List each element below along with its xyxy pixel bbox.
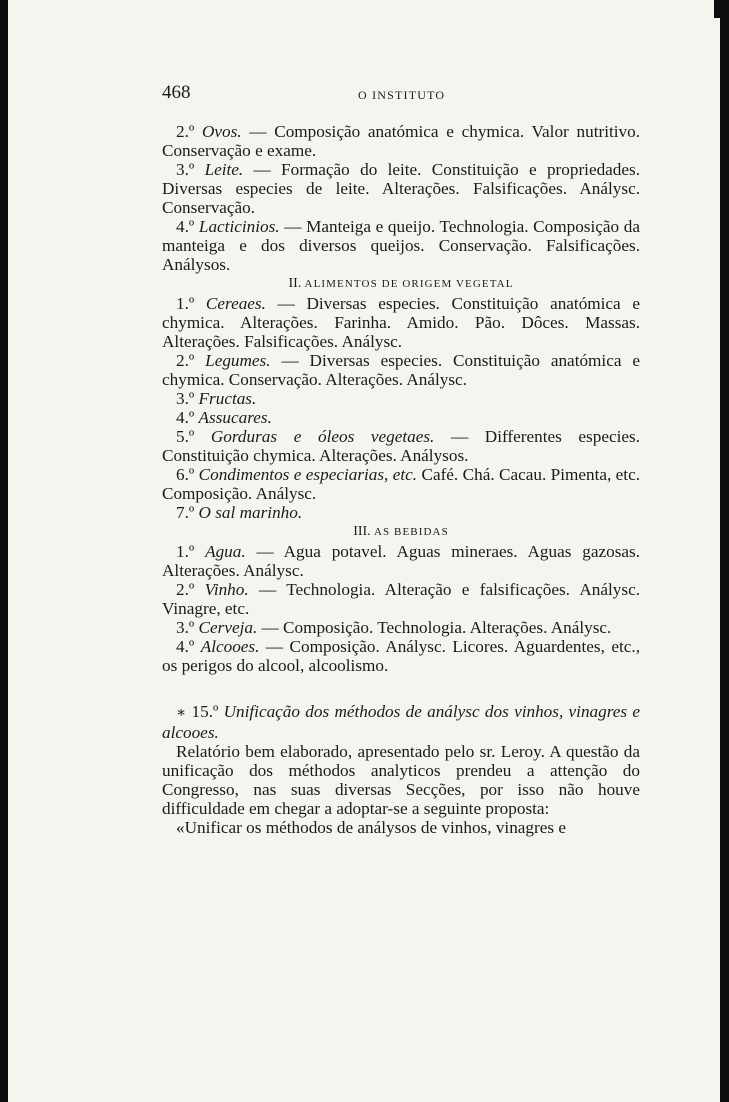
list-item <box>162 294 640 351</box>
section-numeral: III. <box>353 524 371 539</box>
item-15-body: Relatório bem elaborado, apresentado pelo sr. Leroy. A questão da unificação dos méthodos analyticos prendeu a attenção do Congresso, nas suas diversas Secções, por isso não houve difficuldade em chegar a adoptar-se a seguinte proposta: <box>162 742 640 818</box>
item-title: Alcooes. <box>200 637 260 656</box>
item-text: — Formação do leite. Constituição e propriedades. Diversas especies de leite. Alterações. Falsificações. Análysc. Conservação. <box>162 160 641 217</box>
list-item <box>162 217 640 274</box>
item-number: 4.º <box>176 408 195 427</box>
item-number: 3.º <box>176 389 195 408</box>
asterisk-marker: ∗ <box>176 705 187 721</box>
item-number: 2.º <box>176 122 195 141</box>
item-15-heading <box>162 702 640 742</box>
item-number: 15.º <box>191 702 219 721</box>
item-number: 4.º <box>176 217 195 236</box>
item-text: — Composição. Análysc. Licores. Aguardentes, etc., os perigos do alcool, alcoolismo. <box>162 637 640 675</box>
section-numeral: II. <box>288 276 302 291</box>
scan-border-left <box>0 0 8 1102</box>
item-number: 6.º <box>176 465 195 484</box>
item-title: Agua. <box>205 542 246 561</box>
section-title: AS BEBIDAS <box>373 526 449 538</box>
item-number: 3.º <box>176 160 195 179</box>
list-item <box>162 160 640 217</box>
list-item <box>162 503 640 522</box>
item-title: Lacticinios. <box>198 217 280 236</box>
page-header <box>162 82 640 110</box>
list-item <box>162 389 640 408</box>
item-number: 1.º <box>176 294 195 313</box>
item-number: 7.º <box>176 503 195 522</box>
item-text: — Composição. Technologia. Alterações. Análysc. <box>257 618 612 637</box>
spacer <box>162 675 640 702</box>
item-title: Cereaes. <box>205 294 266 313</box>
item-text: — Diversas especies. Constituição anatómica e chymica. Conservação. Alterações. Análysc. <box>162 351 640 389</box>
list-item <box>162 427 640 465</box>
list-item <box>162 465 640 503</box>
item-text: — Differentes especies. Constituição chymica. Alterações. Análysos. <box>162 427 640 465</box>
list-item <box>162 637 640 675</box>
item-text: — Manteiga e queijo. Technologia. Composição da manteiga e dos diversos queijos. Conservação. Falsificações. Análysos. <box>162 217 640 274</box>
list-item <box>162 408 640 427</box>
item-number: 2.º <box>176 580 195 599</box>
item-title: Fructas. <box>198 389 257 408</box>
section-title: ALIMENTOS DE ORIGEM VEGETAL <box>304 278 514 290</box>
item-number: 2.º <box>176 351 195 370</box>
item-text: — Composição anatómica e chymica. Valor nutritivo. Conservação e exame. <box>162 122 641 160</box>
section-heading-3 <box>162 522 640 542</box>
list-item <box>162 618 640 637</box>
item-title: Unificação dos méthodos de análysc dos vinhos, vinagres e alcooes. <box>162 702 641 742</box>
item-number: 3.º <box>176 618 195 637</box>
running-title: O INSTITUTO <box>358 88 446 102</box>
item-15-quote: «Unificar os méthodos de análysos de vinhos, vinagres e <box>176 818 566 837</box>
item-text: — Diversas especies. Constituição anatómica e chymica. Alterações. Farinha. Amido. Pão. Dôces. Massas. Alterações. Falsificações. Análysc. <box>162 294 640 351</box>
item-title: Leite. <box>204 160 244 179</box>
section-heading-2 <box>162 274 640 294</box>
item-number: 4.º <box>176 637 195 656</box>
item-number: 1.º <box>176 542 195 561</box>
list-item <box>162 580 640 618</box>
item-title: Legumes. <box>205 351 271 370</box>
list-item <box>162 351 640 389</box>
item-text: Café. Chá. Cacau. Pimenta, etc. Composição. Análysc. <box>162 465 641 503</box>
page-number: 468 <box>162 82 191 103</box>
item-text: — Agua potavel. Aguas mineraes. Aguas gazosas. Alterações. Análysc. <box>162 542 641 580</box>
page-body <box>162 122 640 837</box>
item-title: O sal marinho. <box>198 503 303 522</box>
item-title: Condimentos e especiarias, etc. <box>198 465 418 484</box>
list-item <box>162 122 640 160</box>
item-text: — Technologia. Alteração e falsificações. Análysc. Vinagre, etc. <box>162 580 640 618</box>
scan-border-right <box>720 0 729 1102</box>
item-title: Assucares. <box>198 408 272 427</box>
list-item <box>162 542 640 580</box>
item-title: Cerveja. <box>198 618 258 637</box>
item-title: Vinho. <box>204 580 249 599</box>
item-number: 5.º <box>176 427 195 446</box>
item-title: Gorduras e óleos vegetaes. <box>210 427 435 446</box>
item-title: Ovos. <box>201 122 242 141</box>
scan-border-corner <box>714 0 720 18</box>
